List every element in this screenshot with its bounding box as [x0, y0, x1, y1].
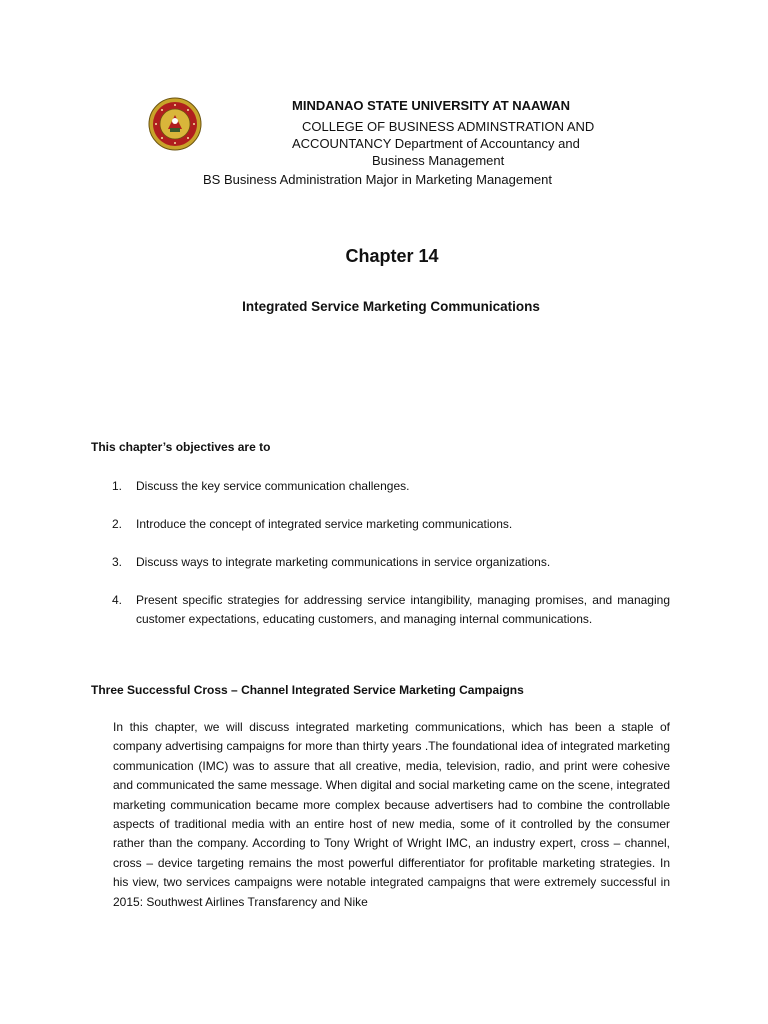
university-seal-icon [148, 97, 202, 151]
objective-text: Introduce the concept of integrated service marketing communications. [136, 517, 513, 531]
objective-item [112, 515, 670, 534]
objective-text: Discuss the key service communication challenges. [136, 479, 410, 493]
objective-number: 2. [112, 517, 123, 531]
objective-number: 1. [112, 479, 123, 493]
objective-item [112, 553, 670, 572]
college-name-line2: ACCOUNTANCY Department of Accountancy and [292, 136, 580, 151]
section-heading: Three Successful Cross – Channel Integrated Service Marketing Campaigns [91, 683, 524, 697]
university-name: MINDANAO STATE UNIVERSITY AT NAAWAN [292, 98, 571, 113]
objective-number: 4. [112, 593, 123, 607]
objective-number: 3. [112, 555, 123, 569]
objectives-list [112, 477, 670, 648]
program-name: BS Business Administration Major in Marketing Management [203, 172, 552, 187]
body-paragraph: In this chapter, we will discuss integrated marketing communications, which has been a staple of company advertising campaigns for more than thirty years .The foundational idea of integrated marketing communication (IMC) was to assure that all creative, media, television, radio, and print were cohesive and communicated the same message. When digital and social marketing came on the scene, integrated marketing communication became more complex because advertisers had to combine the controllable aspects of traditional media with an entire host of new media, some of it controlled by the consumer rather than the company. According to Tony Wright of Wright IMC, an industry expert, cross – channel, cross – device targeting remains the most powerful differentiator for profitable marketing strategies. In his view, two services campaigns were notable integrated campaigns that were extremely successful in 2015: Southwest Airlines Transfarency and Nike [113, 720, 670, 909]
objective-item [112, 477, 670, 496]
objective-item [112, 591, 670, 629]
objective-text: Discuss ways to integrate marketing communications in service organizations. [136, 555, 551, 569]
objective-text: Present specific strategies for addressing service intangibility, managing promises, and managing customer expectations, educating customers, and managing internal communications. [136, 593, 670, 626]
chapter-number: Chapter 14 [345, 246, 439, 266]
college-name-line3: Business Management [372, 153, 505, 168]
chapter-title: Integrated Service Marketing Communications [242, 299, 540, 314]
objectives-intro: This chapter’s objectives are to [91, 440, 271, 454]
college-name-line1: COLLEGE OF BUSINESS ADMINSTRATION AND [302, 119, 595, 134]
